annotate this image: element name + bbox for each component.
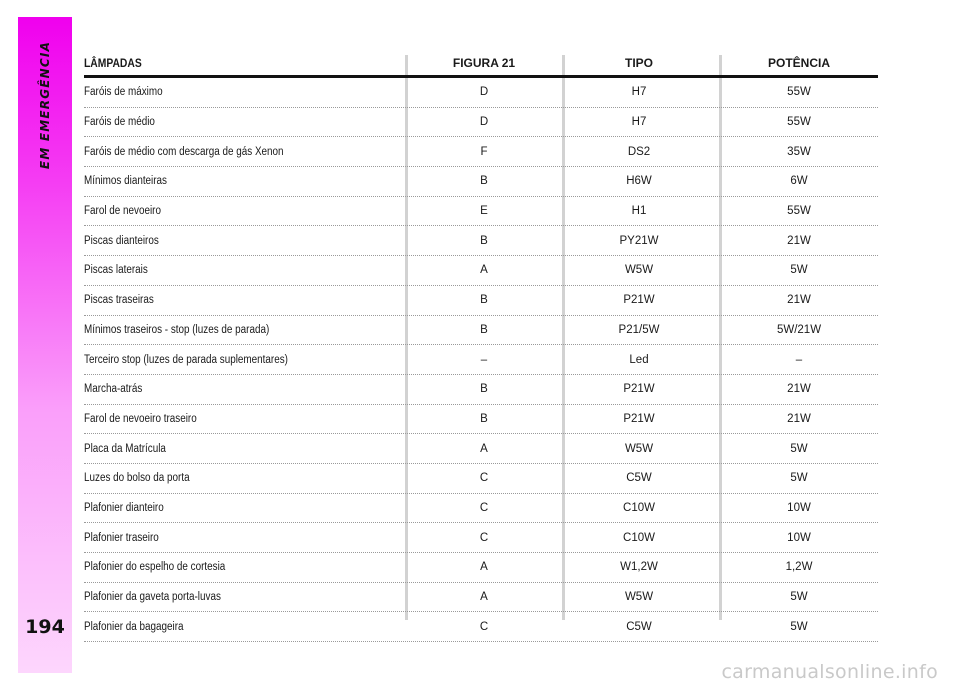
table-body	[84, 78, 878, 642]
lamp-type: W5W	[624, 442, 654, 455]
table-header	[84, 50, 878, 78]
lamp-type: W5W	[624, 264, 654, 277]
lamp-name: Mínimos traseiros - stop (luzes de parada)	[84, 323, 270, 336]
table-row	[84, 167, 878, 197]
lamp-name: Plafonier traseiro	[84, 531, 159, 544]
lamp-type: W1,2W	[620, 561, 658, 574]
table-row	[84, 553, 878, 583]
figure-ref: C	[479, 620, 489, 633]
table-row	[84, 137, 878, 167]
lamp-name: Faróis de médio	[84, 116, 155, 129]
lamp-type: Led	[629, 353, 649, 366]
figure-ref: A	[480, 591, 488, 604]
lamp-power: 21W	[787, 234, 811, 247]
lamp-type: H7	[631, 116, 647, 129]
lamp-name: Faróis de máximo	[84, 86, 163, 99]
lamp-type: H6W	[626, 175, 652, 188]
figure-ref: C	[479, 472, 489, 485]
lamp-type: P21W	[623, 383, 655, 396]
lamp-power: 35W	[787, 145, 811, 158]
table-row	[84, 583, 878, 613]
lamp-power: 55W	[787, 116, 811, 129]
figure-ref: A	[480, 264, 488, 277]
header-potencia: POTÊNCIA	[767, 55, 830, 70]
table-row	[84, 78, 878, 108]
lamp-name: Placa da Matrícula	[84, 442, 166, 455]
header-figura: FIGURA 21	[452, 55, 516, 70]
header-tipo: TIPO	[624, 55, 653, 70]
lamp-power: 5W	[790, 472, 808, 485]
figure-ref: C	[479, 501, 489, 514]
lamp-power: 5W	[790, 264, 808, 277]
lamp-type: C5W	[626, 620, 652, 633]
lamp-name: Piscas traseiras	[84, 294, 154, 307]
figure-ref: B	[480, 412, 488, 425]
lamp-type: C10W	[623, 501, 655, 514]
figure-ref: B	[480, 175, 488, 188]
section-title-text: EM EMERGÊNCIA	[38, 40, 52, 170]
lamp-type: P21/5W	[618, 323, 660, 336]
lamp-power: –	[795, 353, 803, 366]
figure-ref: B	[480, 383, 488, 396]
lamp-power: 21W	[787, 383, 811, 396]
lamp-name: Plafonier do espelho de cortesia	[84, 561, 226, 574]
figure-ref: C	[479, 531, 489, 544]
lamp-name: Piscas laterais	[84, 264, 148, 277]
lamp-name: Luzes do bolso da porta	[84, 472, 190, 485]
lamp-type: H7	[631, 86, 647, 99]
figure-ref: B	[480, 323, 488, 336]
page-number: 194	[25, 616, 65, 638]
lamp-name: Mínimos dianteiras	[84, 175, 168, 188]
lamp-name: Marcha-atrás	[84, 383, 143, 396]
table-row	[84, 375, 878, 405]
figure-ref: A	[480, 561, 488, 574]
lamp-power: 5W	[790, 620, 808, 633]
table-row	[84, 286, 878, 316]
watermark: carmanualsonline.info	[721, 661, 938, 683]
lamp-name: Plafonier da gaveta porta-luvas	[84, 591, 221, 604]
lamp-name: Faróis de médio com descarga de gás Xenon	[84, 145, 284, 158]
lamp-power: 55W	[787, 86, 811, 99]
figure-ref: F	[480, 145, 488, 158]
figure-ref: A	[480, 442, 488, 455]
lamp-type: C10W	[623, 531, 655, 544]
lamp-power: 10W	[787, 501, 811, 514]
table-row	[84, 464, 878, 494]
lamp-name: Piscas dianteiros	[84, 234, 159, 247]
lamp-type: P21W	[623, 412, 655, 425]
lamp-type: DS2	[627, 145, 651, 158]
lamp-power: 6W	[790, 175, 808, 188]
table-row	[84, 494, 878, 524]
table-row	[84, 197, 878, 227]
lamp-power: 21W	[787, 294, 811, 307]
lamp-power: 5W/21W	[776, 323, 822, 336]
lamp-name: Farol de nevoeiro traseiro	[84, 412, 197, 425]
lamp-type: W5W	[624, 591, 654, 604]
table-row	[84, 316, 878, 346]
figure-ref: D	[479, 86, 489, 99]
table-row	[84, 226, 878, 256]
table-row	[84, 434, 878, 464]
lamp-power: 10W	[787, 531, 811, 544]
lamp-power: 55W	[787, 205, 811, 218]
lamp-power: 21W	[787, 412, 811, 425]
table-row	[84, 405, 878, 435]
lamp-power: 1,2W	[785, 561, 813, 574]
header-lampadas: LÂMPADAS	[84, 55, 142, 70]
lamp-table	[84, 50, 878, 642]
table-row	[84, 345, 878, 375]
lamp-name: Farol de nevoeiro	[84, 205, 161, 218]
figure-ref: B	[480, 234, 488, 247]
figure-ref: B	[480, 294, 488, 307]
lamp-power: 5W	[790, 442, 808, 455]
lamp-power: 5W	[790, 591, 808, 604]
lamp-name: Plafonier dianteiro	[84, 501, 164, 514]
lamp-name: Plafonier da bagageira	[84, 620, 184, 633]
figure-ref: D	[479, 116, 489, 129]
lamp-type: PY21W	[619, 234, 659, 247]
lamp-type: H1	[631, 205, 647, 218]
table-row	[84, 523, 878, 553]
lamp-name: Terceiro stop (luzes de parada suplementares)	[84, 353, 288, 366]
lamp-type: C5W	[626, 472, 652, 485]
figure-ref: –	[480, 353, 488, 366]
figure-ref: E	[480, 205, 488, 218]
lamp-type: P21W	[623, 294, 655, 307]
table-row	[84, 612, 878, 642]
table-row	[84, 256, 878, 286]
section-title	[18, 20, 72, 190]
table-row	[84, 108, 878, 138]
